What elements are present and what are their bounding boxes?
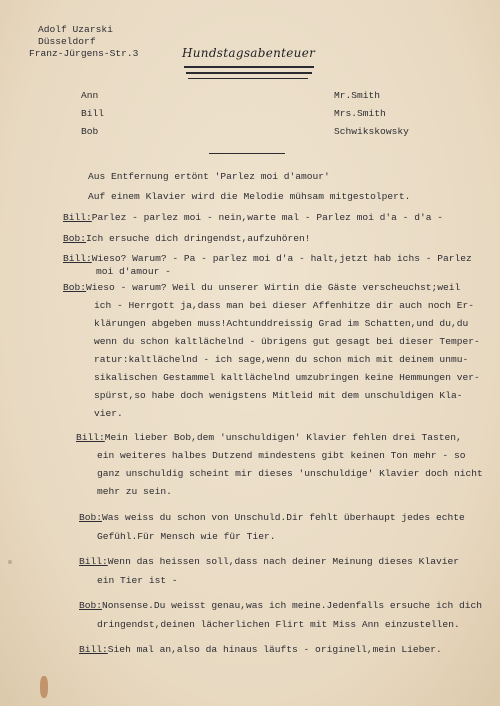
dialogue-line: [79, 600, 482, 612]
dialogue-text: ich - Herrgott ja,dass man bei dieser Affenhitze dir auch noch Er-: [94, 300, 474, 311]
dialogue-text: Wieso? Warum? - Pa - parlez moi d'a - halt,jetzt hab ichs - Parlez: [91, 253, 472, 264]
author-city: Düsseldorf: [38, 36, 96, 47]
cast-ann: Ann: [81, 90, 99, 101]
crossed-out-line-2: [186, 72, 312, 74]
cast-bill: Bill: [81, 108, 105, 119]
speaker-label: Bob:: [79, 512, 103, 523]
cast-bob: Bob: [81, 126, 99, 137]
dialogue-line: [63, 233, 311, 245]
crossed-out-line-1: [184, 66, 314, 68]
crossed-out-line-3: [188, 78, 308, 79]
dialogue-line: [63, 212, 443, 224]
cast-schwikskowsky: Schwikskowsky: [334, 126, 409, 137]
dialogue-text: ein Tier ist -: [97, 575, 178, 586]
dialogue-line: [76, 432, 462, 444]
cast-mrs-smith: Mrs.Smith: [334, 108, 386, 119]
separator-rule: [209, 153, 285, 154]
paper-spot: [8, 560, 12, 564]
stage-direction-1: Aus Entfernung ertönt 'Parlez moi d'amour': [88, 171, 330, 182]
dialogue-text: moi d'amour -: [96, 266, 171, 277]
dialogue-line: [79, 512, 465, 524]
speaker-label: Bill:: [76, 432, 105, 443]
speaker-label: Bill:: [79, 556, 108, 567]
dialogue-text: Gefühl.Für Mensch wie für Tier.: [97, 531, 276, 542]
dialogue-text: Was weiss du schon von Unschuld.Dir fehlt überhaupt jedes echte: [102, 512, 465, 523]
dialogue-text: Nonsense.Du weisst genau,was ich meine.Jedenfalls ersuche ich dich: [102, 600, 483, 611]
handwritten-title: Hundstagsabenteuer: [182, 46, 316, 60]
dialogue-text: Parlez - parlez moi - nein,warte mal - Parlez moi d'a - d'a -: [91, 212, 443, 223]
stage-direction-2: Auf einem Klavier wird die Melodie mühsam mitgestolpert.: [88, 191, 411, 202]
speaker-label: Bill:: [79, 644, 108, 655]
author-name: Adolf Uzarski: [38, 24, 113, 35]
speaker-label: Bill:: [63, 212, 92, 223]
dialogue-text: sikalischen Gestammel kaltlächelnd umzubringen keine Hemmungen ver-: [94, 372, 480, 383]
cast-mr-smith: Mr.Smith: [334, 90, 381, 101]
dialogue-line: [63, 282, 460, 294]
dialogue-text: mehr zu sein.: [97, 486, 172, 497]
author-street: Franz-Jürgens-Str.3: [29, 48, 139, 59]
speaker-label: Bill:: [63, 253, 92, 264]
dialogue-line: [79, 644, 442, 656]
dialogue-text: Sieh mal an,also da hinaus läufts - originell,mein Lieber.: [107, 644, 442, 655]
dialogue-text: spürst,so habe doch wenigstens Mitleid mit dem unschuldigen Kla-: [94, 390, 463, 401]
speaker-label: Bob:: [79, 600, 103, 611]
speaker-label: Bob:: [63, 282, 87, 293]
dialogue-text: Mein lieber Bob,dem 'unschuldigen' Klavier fehlen drei Tasten,: [104, 432, 462, 443]
dialogue-text: dringendst,deinen lächerlichen Flirt mit Miss Ann einzustellen.: [97, 619, 460, 630]
dialogue-text: ratur:kaltlächelnd - ich sage,wenn du schon mich mit deinem unmu-: [94, 354, 469, 365]
rust-stain: [40, 676, 48, 698]
dialogue-text: ein weiteres halbes Dutzend mindestens gibt keinen Ton mehr - so: [97, 450, 466, 461]
dialogue-text: Ich ersuche dich dringendst,aufzuhören!: [86, 233, 311, 244]
dialogue-text: klärungen abgeben muss!Achtunddreissig Grad im Schatten,und du,du: [94, 318, 469, 329]
dialogue-line: [63, 253, 472, 265]
dialogue-line: [79, 556, 459, 568]
dialogue-text: vier.: [94, 408, 123, 419]
dialogue-text: Wieso - warum? Weil du unserer Wirtin die Gäste verscheuchst;weil: [86, 282, 461, 293]
dialogue-text: Wenn das heissen soll,dass nach deiner Meinung dieses Klavier: [107, 556, 459, 567]
dialogue-text: ganz unschuldig scheint mir dieses 'unschuldige' Klavier doch nicht: [97, 468, 483, 479]
speaker-label: Bob:: [63, 233, 87, 244]
dialogue-text: wenn du schon kaltlächelnd - übrigens gut gesagt bei dieser Temper-: [94, 336, 480, 347]
